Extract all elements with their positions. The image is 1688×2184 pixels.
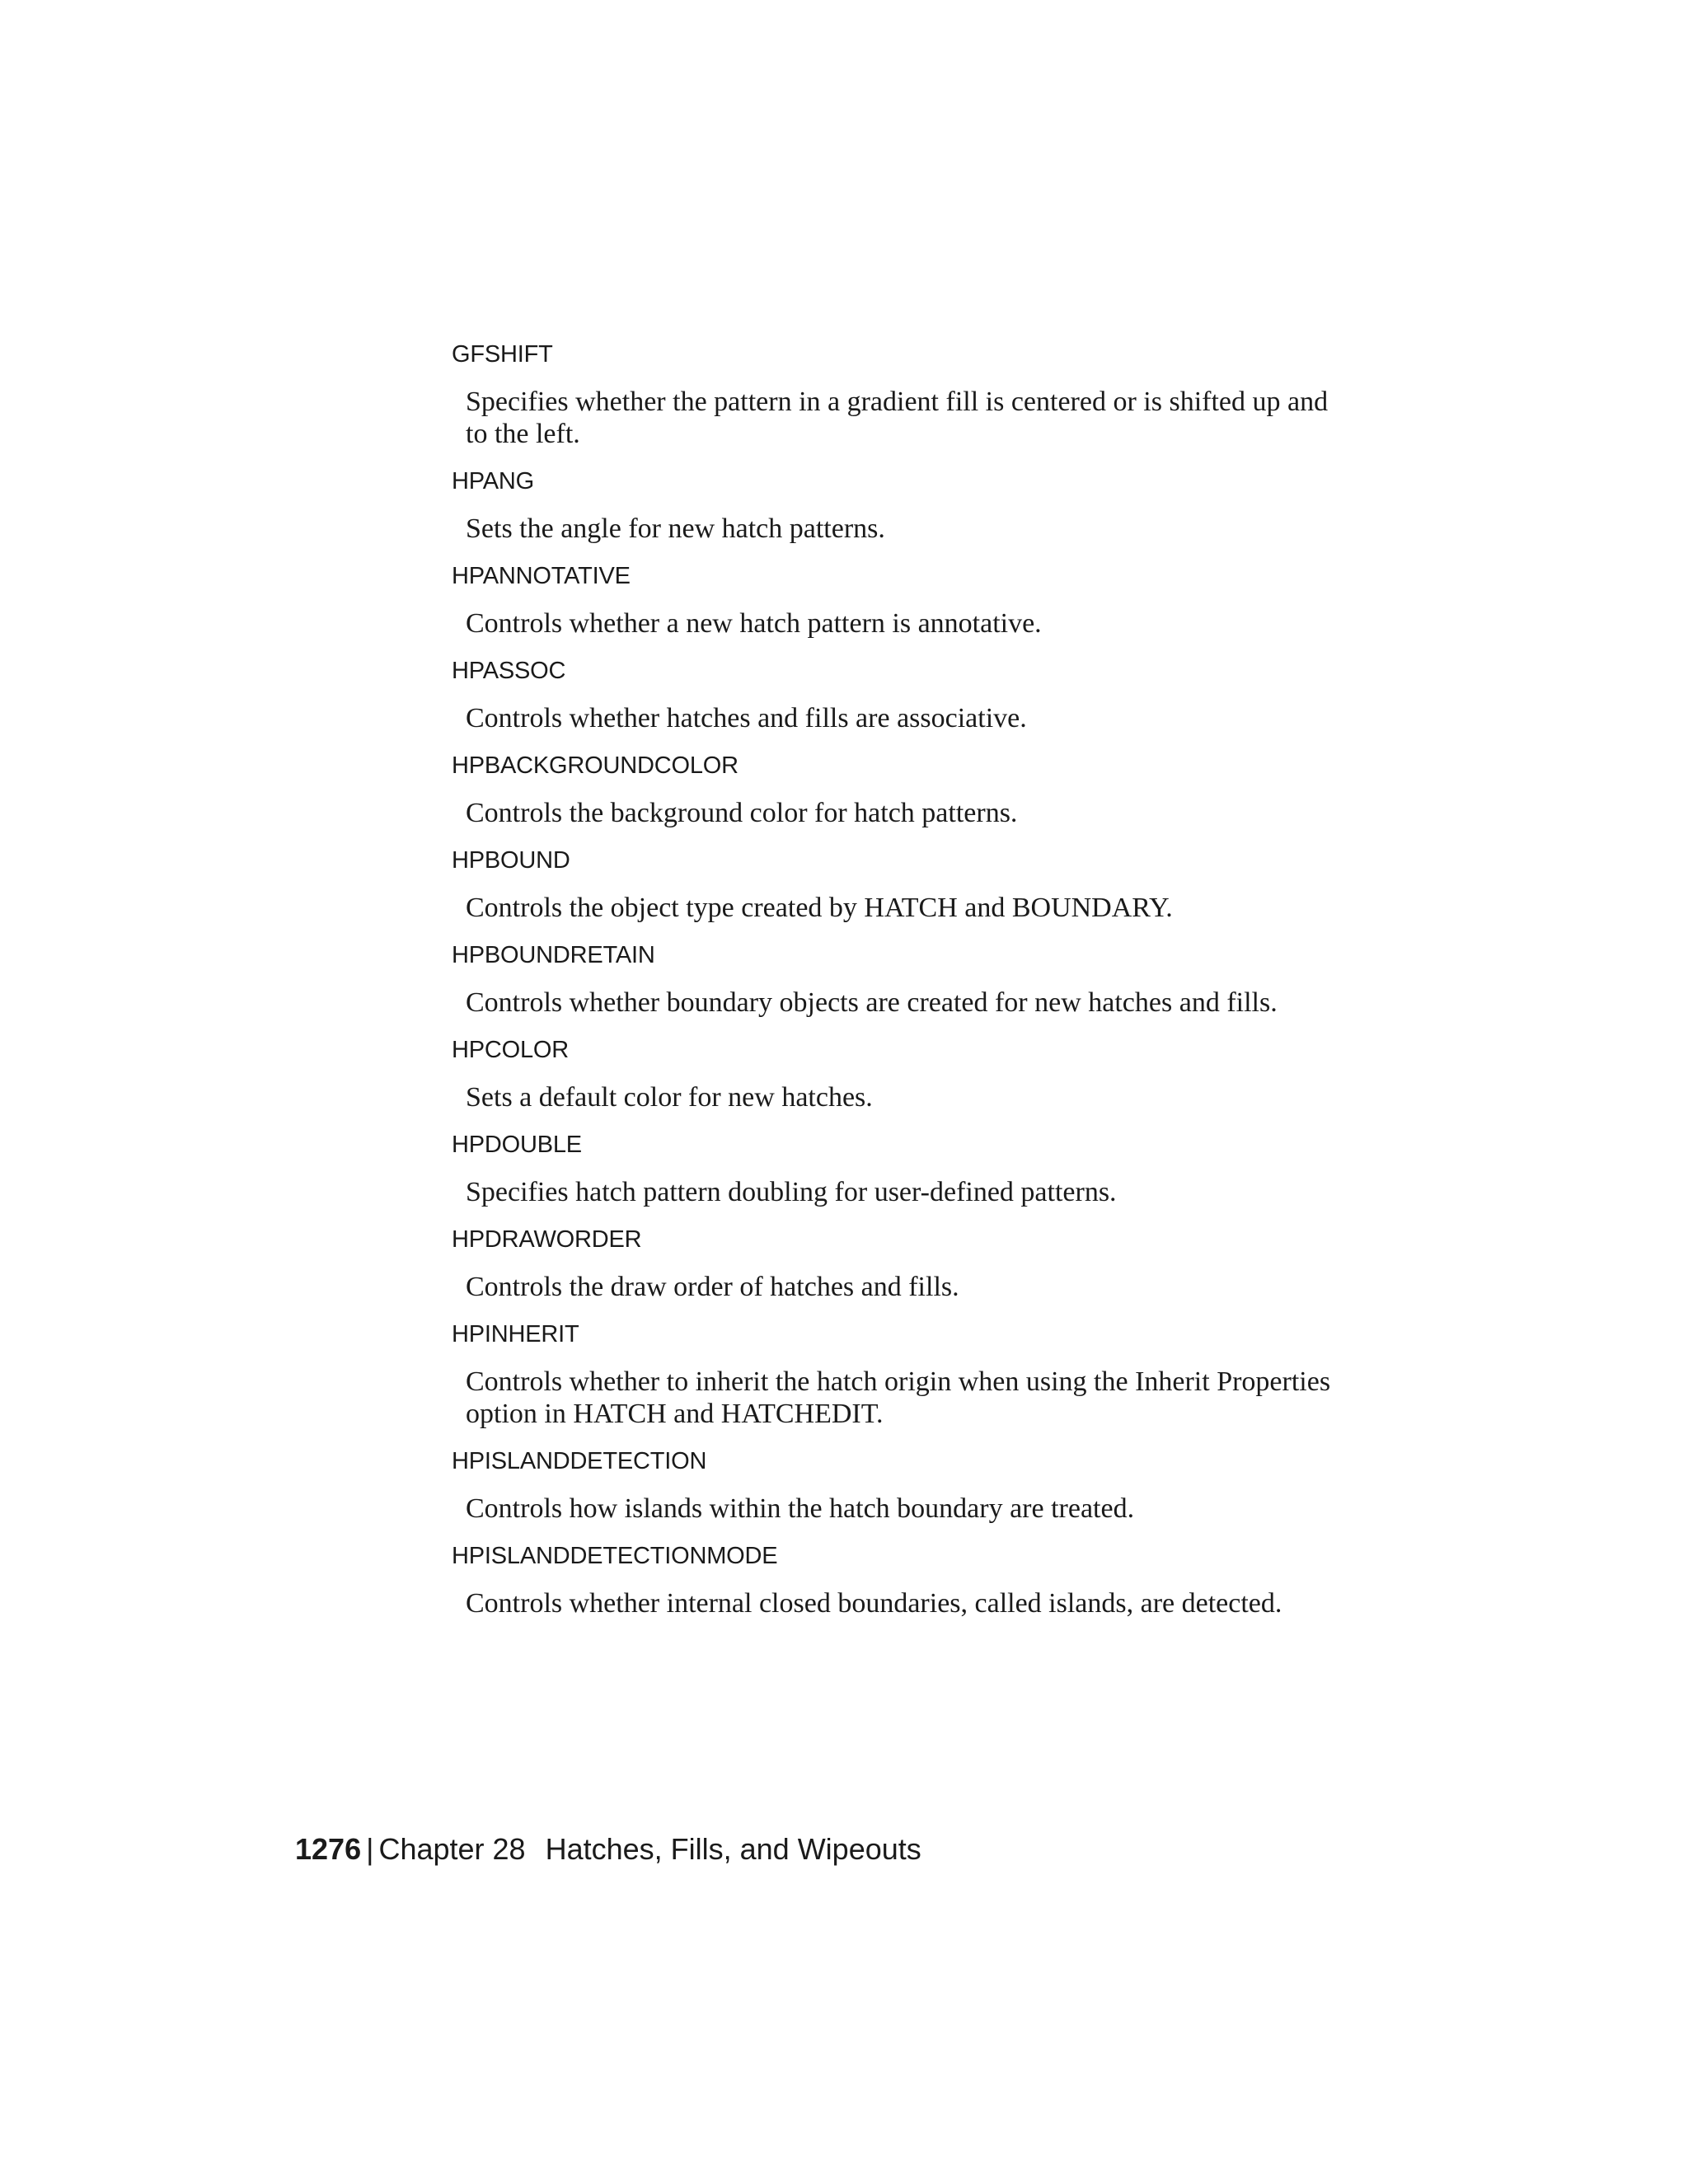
chapter-label: Chapter 28 bbox=[378, 1832, 526, 1866]
entry-term: GFSHIFT bbox=[452, 341, 553, 368]
entry-hpbackgroundcolor bbox=[452, 749, 1358, 829]
entry-description: Controls whether internal closed boundaries, called islands, are detected. bbox=[466, 1588, 1282, 1619]
entry-hpislanddetectionmode bbox=[452, 1540, 1358, 1619]
footer-separator: | bbox=[366, 1832, 374, 1866]
entry-description: Sets the angle for new hatch patterns. bbox=[466, 513, 885, 544]
entry-description: Specifies hatch pattern doubling for user-defined patterns. bbox=[466, 1177, 1117, 1207]
entry-term: HPISLANDDETECTIONMODE bbox=[452, 1543, 778, 1569]
entry-description: Controls whether a new hatch pattern is annotative. bbox=[466, 608, 1042, 639]
page-footer bbox=[295, 1831, 921, 1868]
entry-term: HPANNOTATIVE bbox=[452, 563, 631, 589]
entry-description: Controls whether to inherit the hatch origin when using the Inherit Properties option in HATCH and HATCHEDIT. bbox=[466, 1366, 1331, 1429]
entry-description: Controls the background color for hatch patterns. bbox=[466, 798, 1018, 828]
entry-hpassoc bbox=[452, 654, 1358, 734]
entry-term: HPDOUBLE bbox=[452, 1132, 582, 1158]
entry-gfshift bbox=[452, 338, 1358, 450]
entry-hpboundretain bbox=[452, 939, 1358, 1019]
entry-term: HPDRAWORDER bbox=[452, 1226, 642, 1253]
entry-hpcolor bbox=[452, 1033, 1358, 1113]
entry-term: HPCOLOR bbox=[452, 1037, 570, 1063]
entry-description: Controls how islands within the hatch boundary are treated. bbox=[466, 1493, 1135, 1524]
entry-term: HPBOUNDRETAIN bbox=[452, 942, 655, 968]
entry-description: Sets a default color for new hatches. bbox=[466, 1082, 873, 1113]
entry-hpannotative bbox=[452, 560, 1358, 640]
page-number: 1276 bbox=[295, 1832, 362, 1866]
chapter-title: Hatches, Fills, and Wipeouts bbox=[545, 1832, 921, 1866]
entry-term: HPASSOC bbox=[452, 658, 566, 684]
entry-description: Specifies whether the pattern in a gradient fill is centered or is shifted up and to the left. bbox=[466, 387, 1329, 449]
entry-hpislanddetection bbox=[452, 1445, 1358, 1525]
entry-description: Controls the object type created by HATCH and BOUNDARY. bbox=[466, 893, 1173, 923]
entry-hpdraworder bbox=[452, 1223, 1358, 1303]
entry-term: HPISLANDDETECTION bbox=[452, 1448, 707, 1474]
entry-hpinherit bbox=[452, 1318, 1358, 1430]
entry-description: Controls whether boundary objects are created for new hatches and fills. bbox=[466, 987, 1278, 1018]
entry-term: HPBACKGROUNDCOLOR bbox=[452, 752, 738, 779]
entry-hpang bbox=[452, 465, 1358, 545]
entry-hpbound bbox=[452, 844, 1358, 924]
entry-description: Controls whether hatches and fills are associative. bbox=[466, 703, 1027, 733]
entry-hpdouble bbox=[452, 1128, 1358, 1208]
entry-term: HPBOUND bbox=[452, 847, 570, 874]
entry-term: HPANG bbox=[452, 468, 534, 494]
variable-list bbox=[452, 338, 1358, 1634]
entry-description: Controls the draw order of hatches and fills. bbox=[466, 1272, 959, 1302]
entry-term: HPINHERIT bbox=[452, 1321, 579, 1347]
